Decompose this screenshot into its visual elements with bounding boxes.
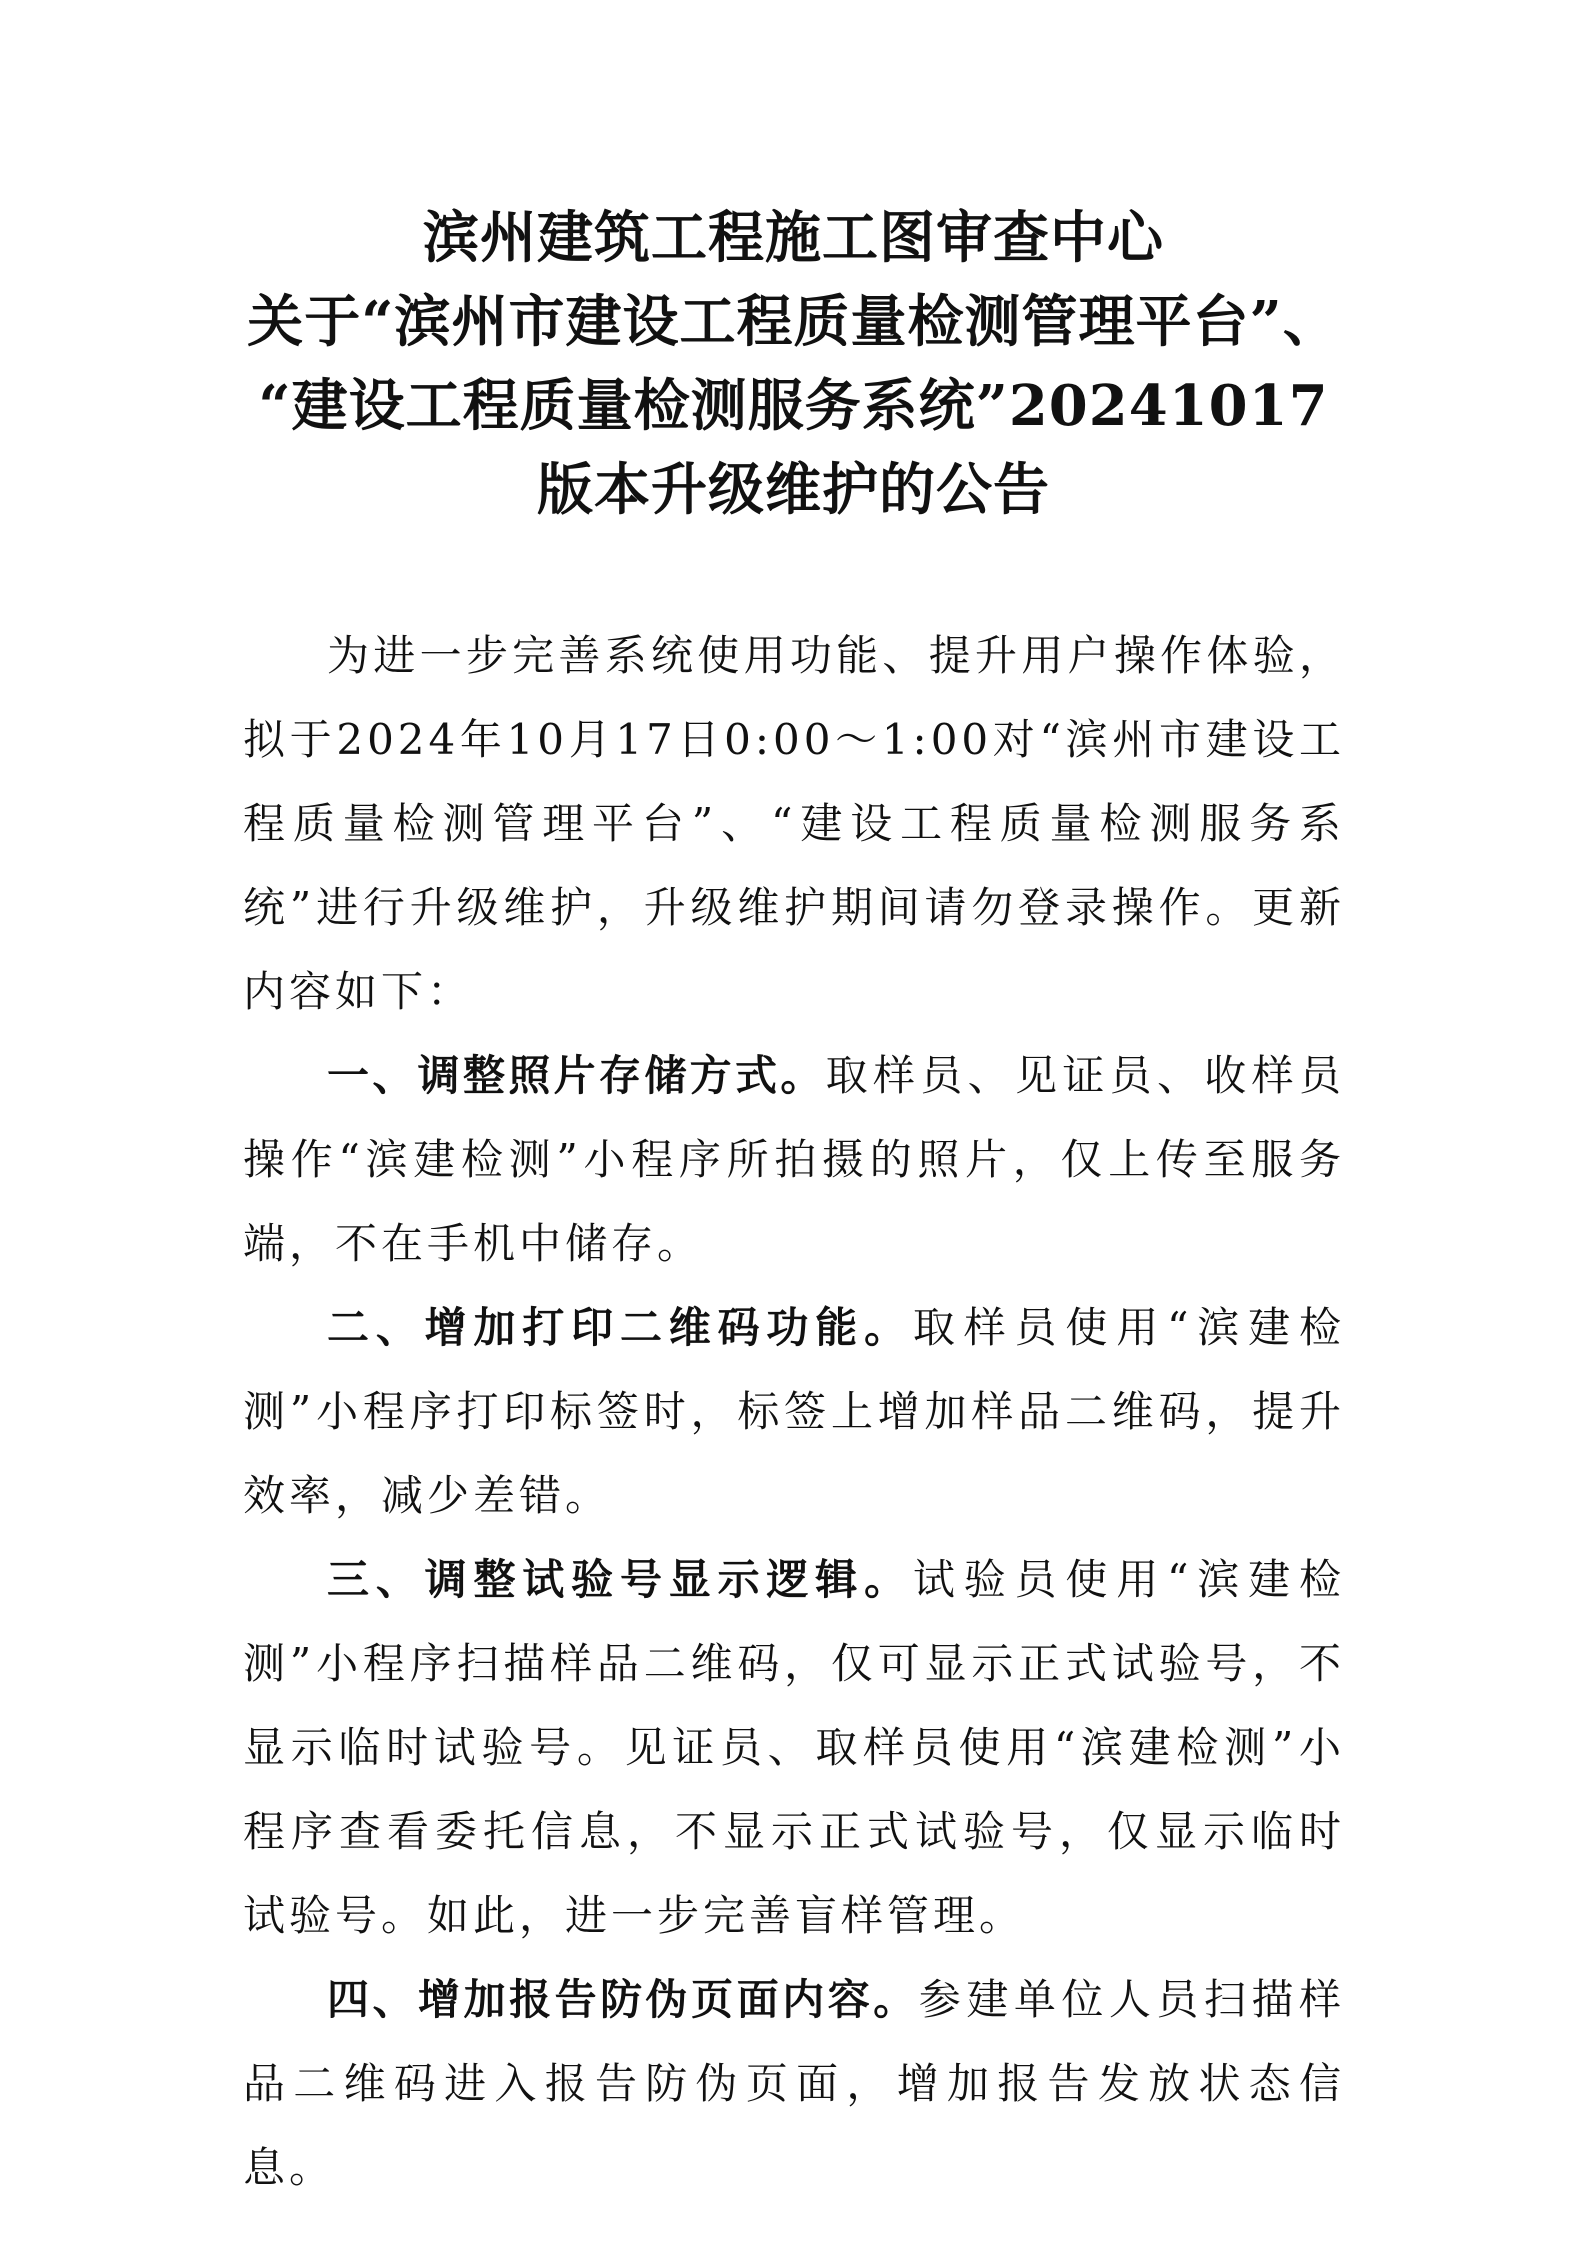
title-line-3: “建设工程质量检测服务系统”20241017 (258, 373, 1329, 439)
intro-paragraph: 为进一步完善系统使用功能、提升用户操作体验，拟于2024年10月17日0:00～1:00对“滨州市建设工程质量检测管理平台”、“建设工程质量检测服务系统”进行升级维护，升级维护期间请勿登录操作。更新内容如下： (243, 631, 1345, 1016)
item-paragraph-4 (243, 1958, 1345, 2210)
item-text-4: 参建单位人员扫描样品二维码进入报告防伪页面，增加报告发放状态信息。 (243, 1975, 1345, 2192)
notice-title (0, 196, 1587, 532)
item-text-2: 取样员使用“滨建检测”小程序打印标签时，标签上增加样品二维码，提升效率，减少差错。 (243, 1303, 1345, 1520)
item-text-3: 试验员使用“滨建检测”小程序扫描样品二维码，仅可显示正式试验号，不显示临时试验号。见证员、取样员使用“滨建检测”小程序查看委托信息，不显示正式试验号，仅显示临时试验号。如此，进一步完善盲样管理。 (243, 1555, 1345, 1940)
title-line-2: 关于“滨州市建设工程质量检测管理平台”、 (247, 289, 1340, 355)
item-heading-1: 一、调整照片存储方式。 (327, 1051, 826, 1100)
item-text-1: 取样员、见证员、收样员操作“滨建检测”小程序所拍摄的照片，仅上传至服务端，不在手机中储存。 (243, 1051, 1345, 1268)
item-paragraph-2 (243, 1286, 1345, 1538)
item-paragraph-1 (243, 1034, 1345, 1286)
item-paragraph-3 (243, 1538, 1345, 1958)
notice-body (243, 614, 1345, 2210)
title-line-4: 版本升级维护的公告 (537, 457, 1050, 523)
item-heading-2: 二、增加打印二维码功能。 (327, 1303, 913, 1352)
title-line-1: 滨州建筑工程施工图审查中心 (423, 205, 1164, 271)
item-heading-3: 三、调整试验号显示逻辑。 (327, 1555, 913, 1604)
item-heading-4: 四、增加报告防伪页面内容。 (327, 1975, 919, 2024)
